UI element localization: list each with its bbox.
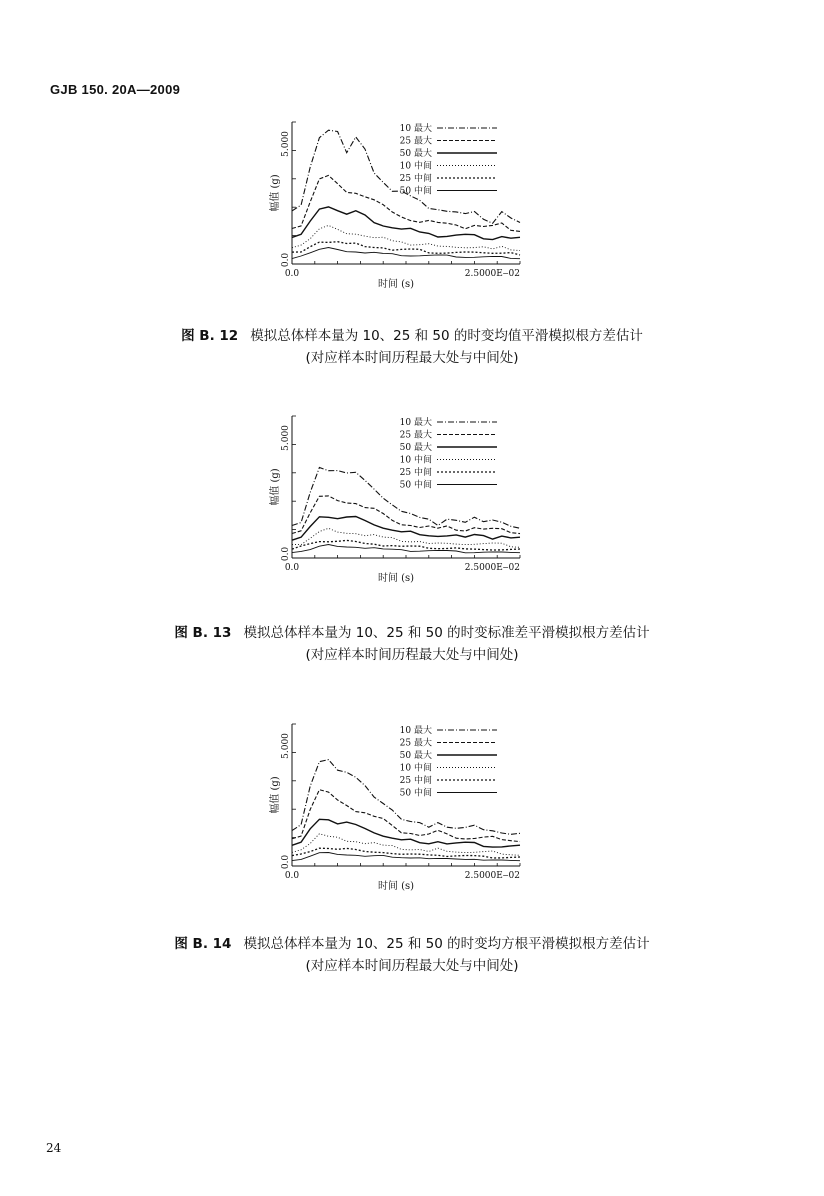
caption-number: 图 B. 12 bbox=[181, 328, 239, 344]
x-tick-label-end: 2.5000E‒02 bbox=[464, 269, 520, 279]
legend-label: 25 最大 bbox=[399, 136, 432, 147]
series-line-1 bbox=[292, 496, 520, 534]
caption-b13 bbox=[0, 622, 824, 666]
legend-label: 25 中间 bbox=[399, 174, 432, 184]
page-number: 24 bbox=[46, 1141, 62, 1155]
y-tick-label-top: 5.000 bbox=[281, 733, 291, 759]
y-axis-label: 幅值 (g) bbox=[270, 468, 281, 506]
series-line-5 bbox=[292, 545, 520, 553]
caption-b12 bbox=[0, 325, 824, 369]
chart-b13 bbox=[270, 410, 532, 584]
legend-label: 25 中间 bbox=[399, 776, 432, 786]
caption-number: 图 B. 13 bbox=[174, 625, 232, 641]
legend-label: 50 最大 bbox=[399, 751, 432, 761]
chart-b12-svg bbox=[270, 116, 532, 290]
x-tick-label-start: 0.0 bbox=[284, 269, 300, 279]
y-tick-label-bottom: 0.0 bbox=[281, 252, 291, 268]
caption-subtitle: (对应样本时间历程最大处与中间处) bbox=[305, 647, 519, 663]
chart-b12 bbox=[270, 116, 532, 290]
legend-label: 25 中间 bbox=[399, 468, 432, 478]
legend-label: 50 最大 bbox=[399, 443, 432, 453]
legend-label: 25 最大 bbox=[399, 430, 432, 441]
x-axis-label: 时间 (s) bbox=[377, 573, 415, 584]
legend-label: 10 中间 bbox=[399, 161, 432, 172]
caption-subtitle: (对应样本时间历程最大处与中间处) bbox=[305, 958, 519, 974]
legend-label: 50 最大 bbox=[399, 149, 432, 159]
legend-label: 50 中间 bbox=[399, 480, 432, 491]
caption-title: 模拟总体样本量为 10、25 和 50 的时变标准差平滑模拟根方差估计 bbox=[243, 625, 650, 641]
y-axis-label: 幅值 (g) bbox=[270, 776, 281, 814]
caption-title: 模拟总体样本量为 10、25 和 50 的时变均方根平滑模拟根方差估计 bbox=[243, 936, 650, 952]
legend-label: 50 中间 bbox=[399, 788, 432, 799]
chart-b13-svg bbox=[270, 410, 532, 584]
legend-label: 10 中间 bbox=[399, 455, 432, 466]
legend-label: 50 中间 bbox=[399, 186, 432, 197]
legend-label: 10 最大 bbox=[399, 418, 432, 428]
series-line-2 bbox=[292, 207, 520, 240]
caption-subtitle: (对应样本时间历程最大处与中间处) bbox=[305, 350, 519, 366]
legend-label: 10 最大 bbox=[399, 124, 432, 134]
y-axis-label: 幅值 (g) bbox=[270, 174, 281, 212]
y-tick-label-bottom: 0.0 bbox=[281, 854, 291, 870]
x-tick-label-start: 0.0 bbox=[284, 871, 300, 881]
caption-number: 图 B. 14 bbox=[174, 936, 232, 952]
y-tick-label-top: 5.000 bbox=[281, 425, 291, 451]
y-tick-label-bottom: 0.0 bbox=[281, 546, 291, 562]
legend-label: 25 最大 bbox=[399, 738, 432, 749]
x-tick-label-end: 2.5000E‒02 bbox=[464, 871, 520, 881]
x-axis-label: 时间 (s) bbox=[377, 881, 415, 892]
x-axis-label: 时间 (s) bbox=[377, 279, 415, 290]
legend-label: 10 中间 bbox=[399, 763, 432, 774]
caption-b14 bbox=[0, 933, 824, 977]
chart-b14 bbox=[270, 718, 532, 892]
series-line-5 bbox=[292, 853, 520, 861]
x-tick-label-start: 0.0 bbox=[284, 563, 300, 573]
legend-label: 10 最大 bbox=[399, 726, 432, 736]
caption-title: 模拟总体样本量为 10、25 和 50 的时变均值平滑模拟根方差估计 bbox=[250, 328, 643, 344]
y-tick-label-top: 5.000 bbox=[281, 131, 291, 157]
x-tick-label-end: 2.5000E‒02 bbox=[464, 563, 520, 573]
chart-b14-svg bbox=[270, 718, 532, 892]
document-code: GJB 150. 20A—2009 bbox=[50, 82, 181, 97]
